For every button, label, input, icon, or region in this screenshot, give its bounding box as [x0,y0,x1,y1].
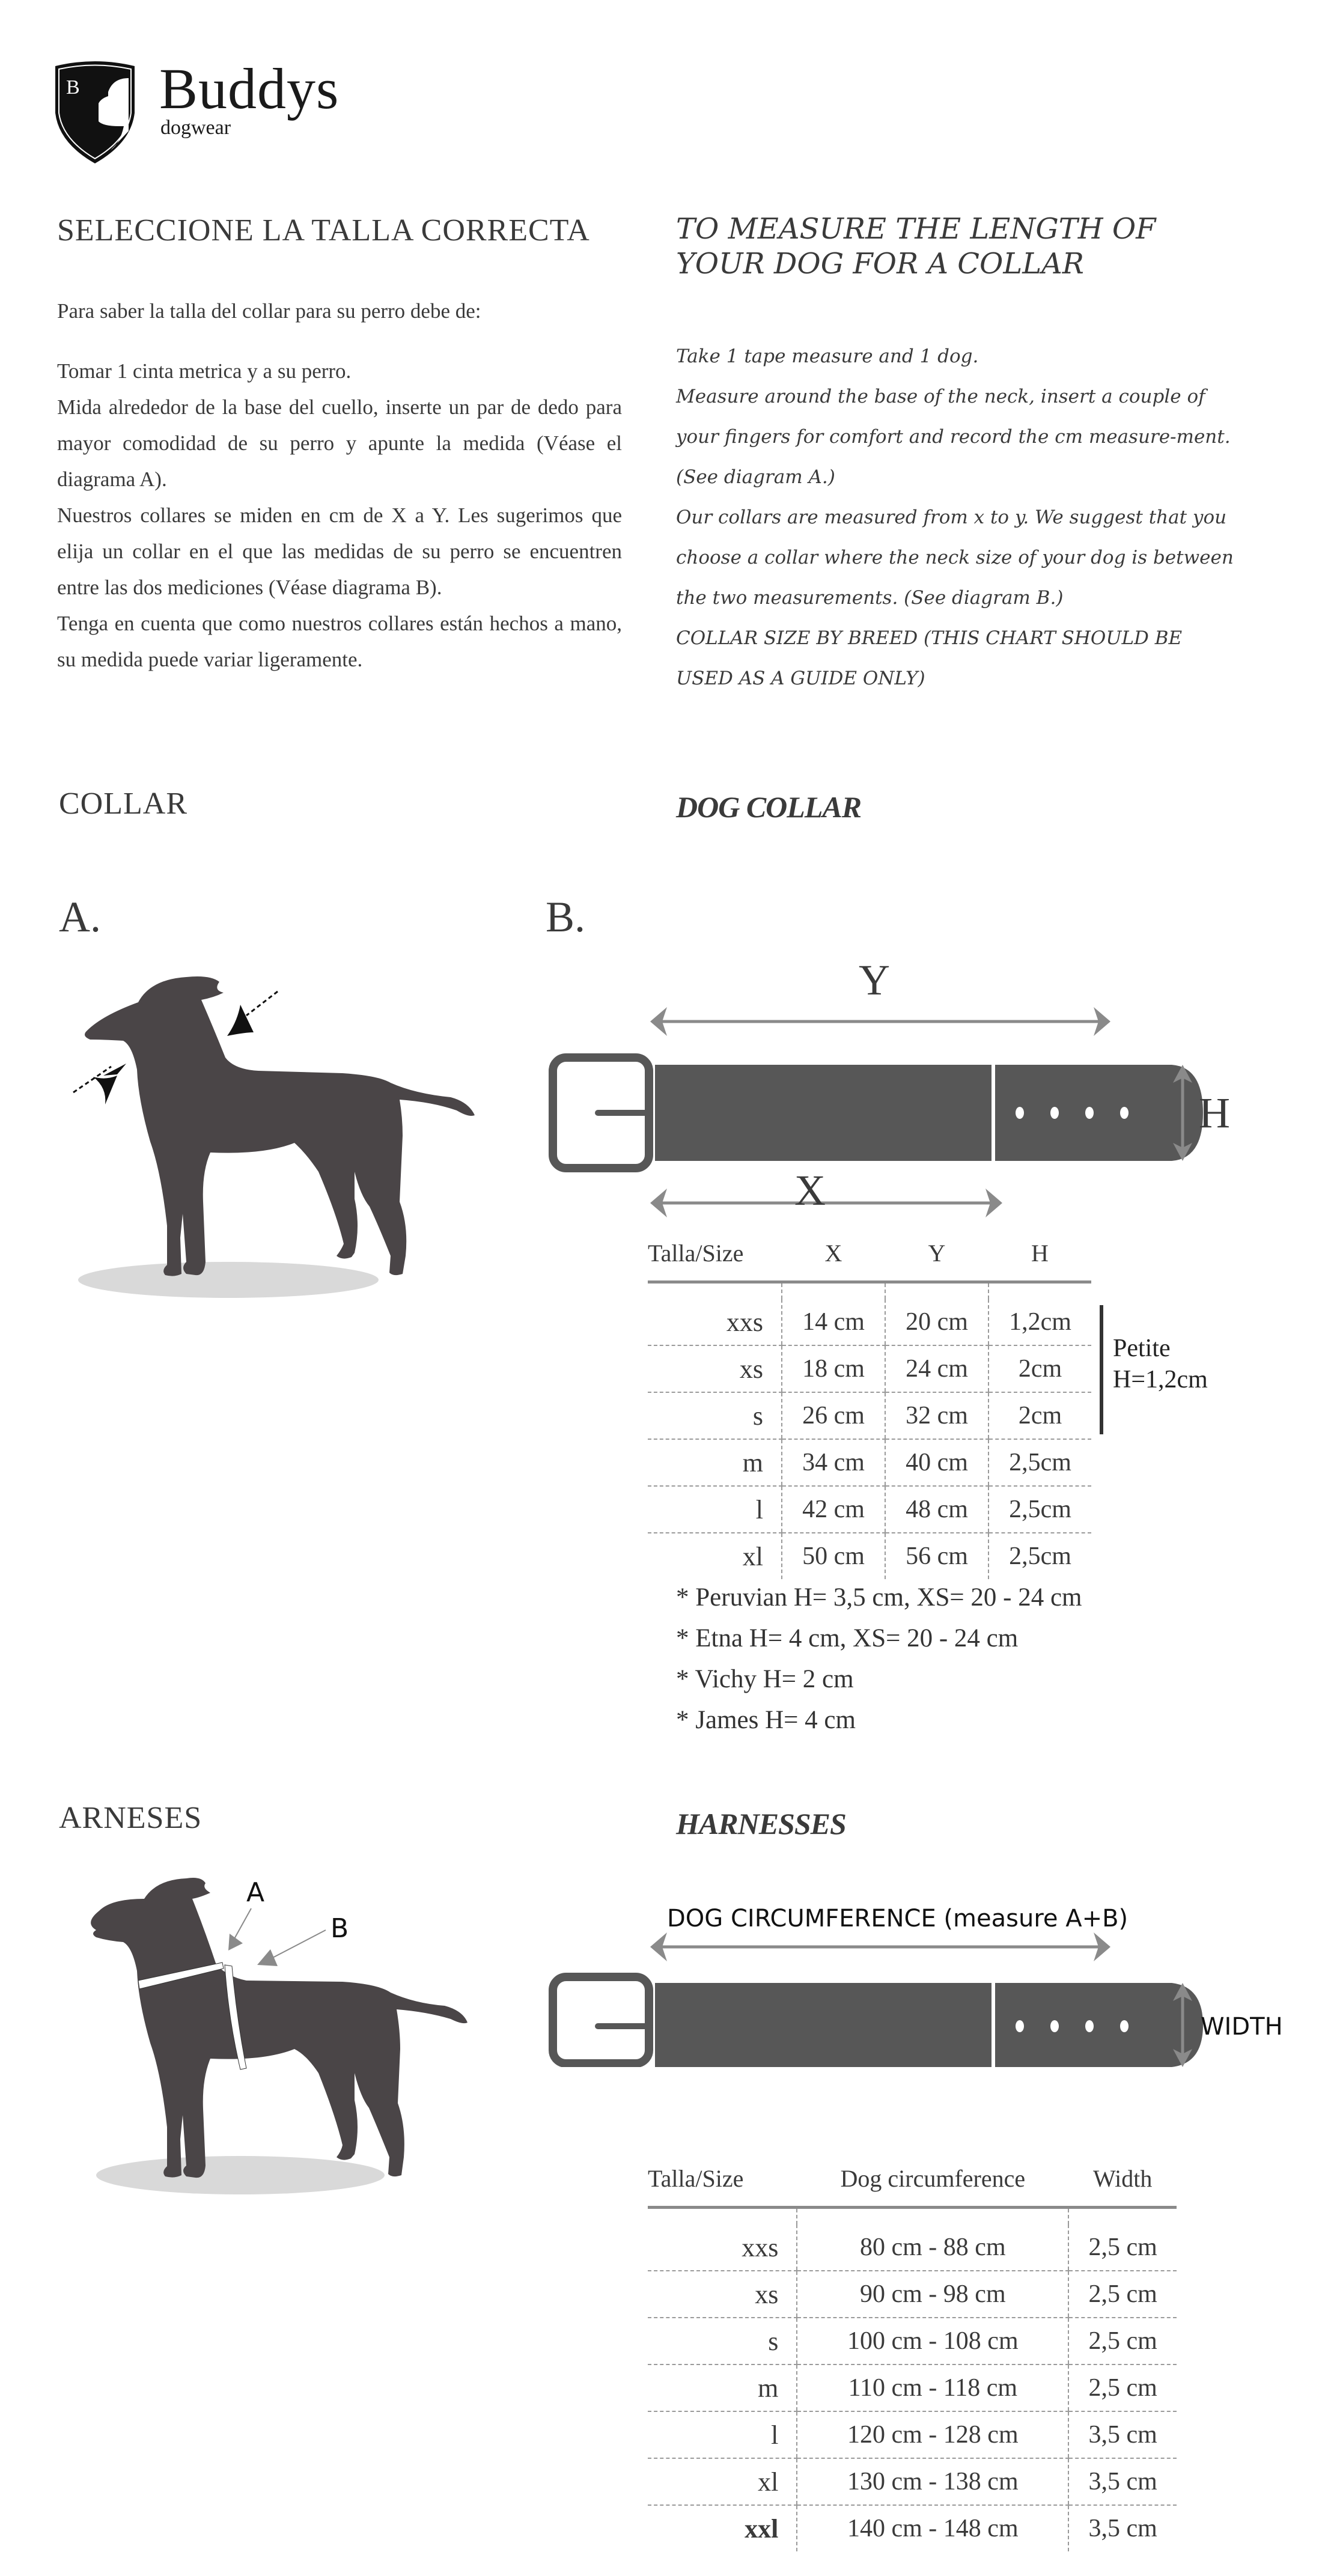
collar-strap-icon [553,1058,1203,1168]
dog-silhouette-icon [91,1878,468,2178]
cell-width: 3,5 cm [1068,2505,1177,2551]
cell-size: s [648,2318,797,2364]
cell-width: 2,5 cm [1068,2318,1177,2364]
cell-x: 26 cm [782,1392,885,1439]
spanish-paragraph: Tomar 1 cinta metrica y a su perro. [57,359,352,383]
dog-silhouette-icon [85,976,475,1276]
english-instructions [676,336,1241,699]
header-size: Talla/Size [648,2164,797,2208]
header-size: Talla/Size [648,1239,782,1282]
collar-model-notes [676,1577,1082,1741]
cell-h: 2,5cm [988,1533,1091,1579]
petite-value: H=1,2cm [1113,1366,1208,1393]
table-row [648,2411,1177,2458]
collar-heading-en: DOG COLLAR [676,790,862,824]
collar-size-table [648,1239,1091,1579]
cell-size: m [648,2364,797,2411]
point-a-arrow [228,1908,251,1950]
dog-harness-measure-illustration [66,1875,487,2211]
table-row [648,1439,1091,1486]
cell-circumference: 130 cm - 138 cm [797,2458,1068,2505]
table-row [648,1486,1091,1533]
cell-h: 2cm [988,1345,1091,1392]
width-label: WIDTH [1201,2013,1283,2041]
cell-circumference: 120 cm - 128 cm [797,2411,1068,2458]
cell-width: 3,5 cm [1068,2411,1177,2458]
cell-size: xl [742,1541,763,1571]
collar-heading-es: COLLAR [59,787,187,821]
spanish-paragraph: Nuestros collares se miden en cm de X a Y. Les sugerimos que elija un collar en el que las medidas de su perro se encuentren entre las dos mediciones (Véase diagrama B). [57,504,622,599]
x-dimension-arrow [650,1189,1002,1217]
table-row [648,1392,1091,1439]
english-paragraph: COLLAR SIZE BY BREED (THIS CHART SHOULD BE USED AS A GUIDE ONLY) [676,627,1183,689]
cell-width: 3,5 cm [1068,2458,1177,2505]
cell-width: 2,5 cm [1068,2364,1177,2411]
table-row [648,2505,1177,2551]
table-row [648,1533,1091,1579]
table-row [648,2271,1177,2318]
cell-size: xxs [648,2224,797,2271]
cell-h: 2,5cm [988,1486,1091,1533]
brand-shield-logo [53,59,137,165]
table-row [648,2224,1177,2271]
cell-y: 32 cm [885,1392,988,1439]
cell-x: 18 cm [782,1345,885,1392]
note-item: * Vichy H= 2 cm [676,1665,854,1693]
cell-y: 24 cm [885,1345,988,1392]
english-title: TO MEASURE THE LENGTH OF YOUR DOG FOR A COLLAR [676,212,1156,281]
cell-h: 2,5cm [988,1439,1091,1486]
table-row [648,1299,1091,1345]
header-y: Y [885,1239,988,1282]
header-x: X [782,1239,885,1282]
point-a-label: A [246,1877,265,1908]
cell-circumference: 140 cm - 148 cm [797,2505,1068,2551]
note-item: * Peruvian H= 3,5 cm, XS= 20 - 24 cm [676,1583,1082,1612]
spanish-paragraph: Tenga en cuenta que como nuestros collares están hechos a mano, su medida puede variar ligeramente. [57,612,622,671]
cell-x: 50 cm [782,1533,885,1579]
cell-size: xs [648,2271,797,2318]
neck-arrow-bottom-icon [73,1064,126,1104]
harness-heading-es: ARNESES [59,1801,203,1835]
cell-h: 2cm [988,1392,1091,1439]
cell-h: 1,2cm [988,1299,1091,1345]
collar-dimension-diagram [541,949,1262,1220]
ground-shadow [78,1262,379,1298]
cell-circumference: 80 cm - 88 cm [797,2224,1068,2271]
table-row [648,2458,1177,2505]
cell-x: 14 cm [782,1299,885,1345]
shield-letter: B [66,76,80,99]
brand-name: Buddys [159,56,340,121]
diagram-a-label: A. [59,893,101,941]
cell-y: 56 cm [885,1533,988,1579]
spanish-title: SELECCIONE LA TALLA CORRECTA [57,213,590,248]
cell-y: 48 cm [885,1486,988,1533]
y-dimension-label: Y [859,956,890,1004]
neck-arrow-top-icon [227,991,278,1036]
cell-x: 34 cm [782,1439,885,1486]
english-paragraph: Take 1 tape measure and 1 dog. [676,346,979,367]
cell-circumference: 110 cm - 118 cm [797,2364,1068,2411]
header-h: H [988,1239,1091,1282]
note-item: * Etna H= 4 cm, XS= 20 - 24 cm [676,1624,1019,1652]
cell-size: xxl [745,2514,779,2544]
cell-width: 2,5 cm [1068,2224,1177,2271]
petite-label: Petite [1113,1335,1171,1362]
table-row [648,2318,1177,2364]
cell-size: xs [648,1345,782,1392]
table-row [648,1345,1091,1392]
spanish-intro: Para saber la talla del collar para su perro debe de: [57,299,481,323]
spanish-paragraph: Mida alrededor de la base del cuello, inserte un par de dedo para mayor comodidad de su perro y apunte la medida (Véase el diagrama A). [57,395,622,491]
cell-size: l [648,1486,782,1533]
table-row [648,2364,1177,2411]
cell-circumference: 100 cm - 108 cm [797,2318,1068,2364]
english-paragraph: Measure around the base of the neck, insert a couple of your fingers for comfort and record the cm measure-ment. (See diagram A.) [676,386,1231,488]
cell-x: 42 cm [782,1486,885,1533]
table-header-row [648,2164,1177,2208]
diagram-b-label: B. [546,893,586,941]
cell-size: s [648,1392,782,1439]
petite-bracket [1100,1305,1103,1434]
table-header-row [648,1239,1091,1282]
spanish-instructions [57,293,622,678]
cell-size: m [648,1439,782,1486]
x-dimension-label: X [794,1166,826,1214]
cell-width: 2,5 cm [1068,2271,1177,2318]
circumference-label: DOG CIRCUMFERENCE (measure A+B) [667,1905,1129,1932]
cell-y: 40 cm [885,1439,988,1486]
header-width: Width [1068,2164,1177,2208]
cell-circumference: 90 cm - 98 cm [797,2271,1068,2318]
point-b-label: B [330,1913,349,1944]
cell-size: xl [648,2458,797,2505]
harness-heading-en: HARNESSES [676,1807,846,1841]
y-dimension-arrow [650,1007,1110,1036]
harness-strap-icon [553,1977,1203,2067]
harness-size-table [648,2164,1177,2551]
header-circumference: Dog circumference [797,2164,1068,2208]
petite-note [1113,1333,1208,1395]
circumference-arrow [650,1932,1110,1961]
harness-dimension-diagram [541,1893,1292,2067]
english-paragraph: Our collars are measured from x to y. We suggest that you choose a collar where the neck size of your dog is between the two measurements. (See diagram B.) [676,507,1234,609]
point-b-arrow [257,1930,326,1966]
note-item: * James H= 4 cm [676,1706,856,1734]
cell-size: l [648,2411,797,2458]
cell-y: 20 cm [885,1299,988,1345]
dog-neck-measure-illustration [66,973,487,1310]
cell-size: xxs [648,1299,782,1345]
h-dimension-label: H [1199,1089,1230,1137]
brand-tagline: dogwear [160,117,231,139]
ground-shadow [96,2156,385,2194]
